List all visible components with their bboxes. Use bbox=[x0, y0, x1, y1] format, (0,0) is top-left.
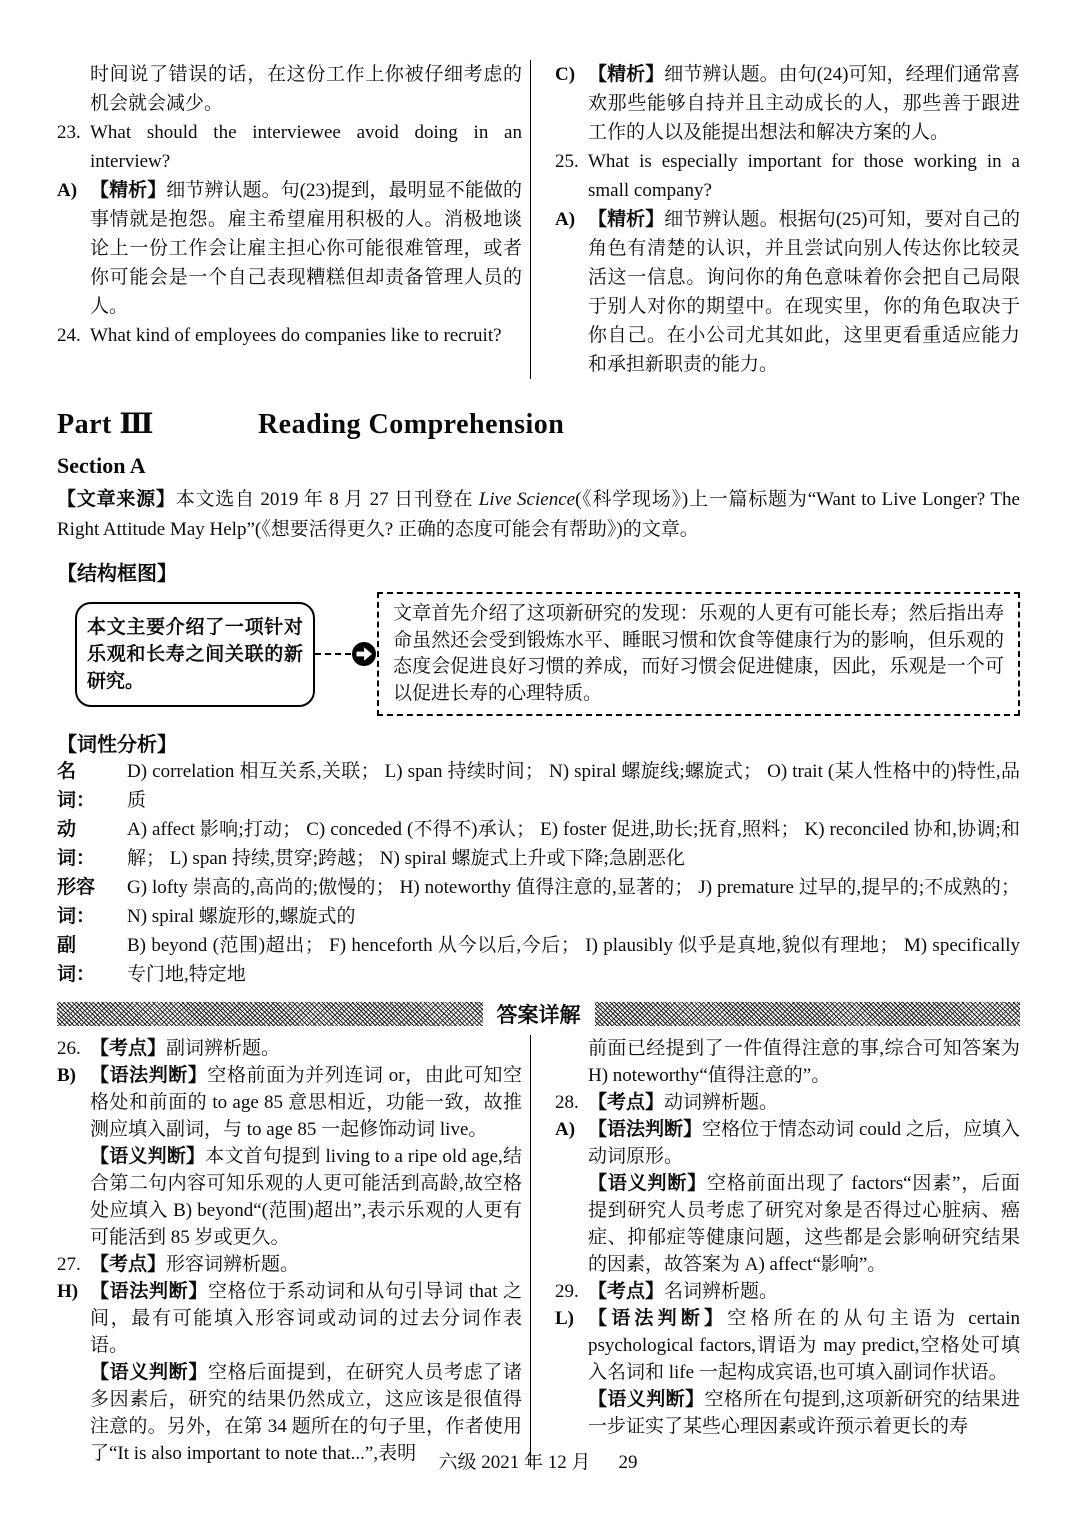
footer-page-number: 29 bbox=[618, 1452, 638, 1473]
item-text: 【语义判断】空格前面出现了 factors“因素”，后面提到研究人员考虑了研究对象是否得过心脏病、癌症、抑郁症等健康问题，这些都是会影响研究结果的因素，故答案为 A) affect“影响”。 bbox=[588, 1173, 1020, 1275]
item-label: B) bbox=[57, 1065, 76, 1086]
item-label: 24. bbox=[57, 325, 81, 346]
answer-item bbox=[57, 1251, 522, 1278]
answers-divider bbox=[57, 999, 1020, 1029]
item-label: A) bbox=[57, 180, 78, 201]
item-text: 【语法判断】空格位于系动词和从句引导词 that 之间，最有可能填入形容词或动词的过去分词作表语。 bbox=[90, 1281, 522, 1356]
item-label bbox=[555, 1170, 588, 1278]
item-text: 【考点】形容词辨析题。 bbox=[90, 1254, 300, 1275]
answer-item bbox=[57, 1278, 522, 1359]
answers-left-column bbox=[57, 1035, 530, 1467]
analysis-marker: 【语法判断】 bbox=[588, 1308, 728, 1329]
analysis-marker: 【精析】 bbox=[90, 180, 167, 201]
list-item bbox=[555, 60, 1020, 147]
pos-entry bbox=[57, 873, 1020, 931]
analysis-marker: 【精析】 bbox=[588, 64, 665, 85]
answers-divider-title: 答案详解 bbox=[496, 1003, 581, 1027]
part-header bbox=[57, 407, 1020, 441]
hatch-pattern-left bbox=[57, 1002, 483, 1026]
item-label: 29. bbox=[555, 1281, 579, 1302]
item-text: 【考点】动词辨析题。 bbox=[588, 1092, 779, 1113]
page-footer bbox=[0, 1447, 1076, 1474]
analysis-marker: 【考点】 bbox=[588, 1092, 665, 1113]
item-text: 【语法判断】空格所在的从句主语为 certain psychological factors,谓语为 may predict,空格处可填入名词和 life 一起构成宾语,也可填入副词作状语。 bbox=[588, 1308, 1020, 1383]
analysis-marker: 【语义判断】 bbox=[90, 1362, 208, 1383]
item-text: 【精析】细节辨认题。句(23)提到，最明显不能做的事情就是抱怨。雇主希望雇用积极的人。消极地谈论上一份工作会让雇主担心你可能很难管理，或者你可能会是一个自己表现糟糕但却责备管理人员的人。 bbox=[90, 180, 522, 317]
diagram-connector bbox=[315, 641, 377, 667]
item-text: 【语法判断】空格位于情态动词 could 之后，应填入动词原形。 bbox=[588, 1119, 1020, 1167]
answer-item bbox=[57, 1062, 522, 1143]
pos-analysis-heading: 【词性分析】 bbox=[57, 734, 177, 756]
pos-text: B) beyond (范围)超出； F) henceforth 从今以后,今后； I) plausibly 似乎是真地,貌似有理地； M) specifically 专门地,特定地 bbox=[127, 935, 1020, 985]
pos-text: A) affect 影响;打动； C) conceded (不得不)承认； E) foster 促进,助长;抚育,照料； K) reconciled 协和,协调;和解； L) span 持续,贯穿;跨越； N) spiral 螺旋式上升或下降;急剧恶化 bbox=[127, 819, 1020, 869]
answer-item bbox=[555, 1278, 1020, 1305]
analysis-marker: 【考点】 bbox=[588, 1281, 665, 1302]
item-text: 【语法判断】空格前面为并列连词 or，由此可知空格处和前面的 to age 85 意思相近，功能一致，故推测应填入副词，与 to age 85 一起修饰动词 live。 bbox=[90, 1065, 522, 1140]
analysis-marker: 【语法判断】 bbox=[90, 1281, 208, 1302]
answer-item bbox=[555, 1035, 1020, 1089]
pos-label: 副 词： bbox=[57, 935, 96, 985]
pos-entry bbox=[57, 815, 1020, 873]
answer-item bbox=[555, 1116, 1020, 1170]
item-label: C) bbox=[555, 64, 576, 85]
analysis-marker: 【考点】 bbox=[90, 1038, 167, 1059]
answers-right-column bbox=[530, 1035, 1020, 1467]
top-right-column bbox=[530, 60, 1020, 379]
item-label: L) bbox=[555, 1308, 574, 1329]
diagram-summary-box: 本文主要介绍了一项针对乐观和长寿之间关联的新研究。 bbox=[75, 602, 315, 707]
item-label: A) bbox=[555, 209, 576, 230]
item-text: 【语义判断】本文首句提到 living to a ripe old age,结合第二句内容可知乐观的人更可能活到高龄,故空格处应填入 B) beyond“(范围)超出”,表示乐观的人更有可能活到 85 岁或更久。 bbox=[90, 1146, 522, 1248]
pos-label: 动 词： bbox=[57, 819, 96, 869]
list-item bbox=[57, 118, 522, 176]
structure-diagram-heading: 【结构框图】 bbox=[57, 563, 177, 585]
list-item bbox=[555, 205, 1020, 379]
dashed-line bbox=[315, 653, 351, 655]
answers-section bbox=[57, 1035, 1020, 1467]
item-label: 27. bbox=[57, 1254, 81, 1275]
pos-entry bbox=[57, 931, 1020, 989]
item-text: 前面已经提到了一件值得注意的事,综合可知答案为 H) noteworthy“值得注意的”。 bbox=[588, 1038, 1020, 1086]
pos-entry bbox=[57, 757, 1020, 815]
item-label: 23. bbox=[57, 122, 81, 143]
answer-item bbox=[555, 1170, 1020, 1278]
analysis-marker: 【语义判断】 bbox=[588, 1389, 705, 1410]
item-text: What should the interviewee avoid doing in an interview? bbox=[90, 122, 522, 172]
item-text: 【考点】名词辨析题。 bbox=[588, 1281, 779, 1302]
top-left-column bbox=[57, 60, 530, 379]
pos-label: 形容词： bbox=[57, 877, 96, 927]
item-text: 【语义判断】空格后面提到，在研究人员考虑了诸多因素后，研究的结果仍然成立，这应该是很值得注意的。另外，在第 34 题所在的句子里，作者使用了“It is also important to note that...”,表明 bbox=[90, 1362, 522, 1464]
diagram-detail-box: 文章首先介绍了这项新研究的发现：乐观的人更有可能长寿；然后指出寿命虽然还会受到锻炼水平、睡眠习惯和饮食等健康行为的影响，但乐观的态度会促进良好习惯的养成，而好习惯会促进健康，因此，乐观是一个可以促进长寿的心理特质。 bbox=[377, 592, 1020, 716]
item-label: H) bbox=[57, 1281, 79, 1302]
list-item bbox=[57, 321, 522, 350]
analysis-marker: 【考点】 bbox=[90, 1254, 167, 1275]
pos-text: G) lofty 崇高的,高尚的;傲慢的； H) noteworthy 值得注意的,显著的； J) premature 过早的,提早的;不成熟的； N) spiral 螺旋形的,螺旋式的 bbox=[127, 877, 1020, 927]
part-number: Part Ⅲ bbox=[57, 409, 154, 440]
footer-edition: 六级 2021 年 12 月 bbox=[438, 1452, 591, 1473]
item-label: A) bbox=[555, 1119, 576, 1140]
item-label: 26. bbox=[57, 1038, 81, 1059]
analysis-marker: 【语法判断】 bbox=[588, 1119, 703, 1140]
item-label bbox=[57, 1143, 90, 1251]
structure-diagram bbox=[57, 592, 1020, 716]
item-label bbox=[555, 1386, 588, 1440]
answer-item bbox=[555, 1089, 1020, 1116]
item-label: 28. bbox=[555, 1092, 579, 1113]
item-text: What kind of employees do companies like to recruit? bbox=[90, 325, 502, 346]
pos-label: 名 词： bbox=[57, 761, 96, 811]
analysis-marker: 【语义判断】 bbox=[588, 1173, 708, 1194]
item-text: 【语义判断】空格所在句提到,这项新研究的结果进一步证实了某些心理因素或许预示着更长的寿 bbox=[588, 1389, 1020, 1437]
analysis-marker: 【语义判断】 bbox=[90, 1146, 206, 1167]
item-label bbox=[57, 60, 90, 118]
arrow-circle-icon bbox=[351, 641, 377, 667]
answer-item bbox=[555, 1305, 1020, 1386]
answer-item bbox=[555, 1386, 1020, 1440]
item-text: 【精析】细节辨认题。根据句(25)可知，要对自己的角色有清楚的认识，并且尝试向别人传达你比较灵活这一信息。询问你的角色意味着你会把自己局限于别人对你的期望中。在现实里，你的角色取决于你自己。在小公司尤其如此，这里更看重适应能力和承担新职责的能力。 bbox=[588, 209, 1020, 375]
part-title: Reading Comprehension bbox=[257, 409, 565, 440]
source-paragraph: 【文章来源】本文选自 2019 年 8 月 27 日刊登在 Live Science(《科学现场》)上一篇标题为“Want to Live Longer? The Right Attitude May Help”(《想要活得更久? 正确的态度可能会有帮助》)的文章。 bbox=[57, 489, 1020, 540]
hatch-pattern-right bbox=[595, 1002, 1021, 1026]
item-text: 【精析】细节辨认题。由句(24)可知，经理们通常喜欢那些能够自持并且主动成长的人，那些善于跟进工作的人以及能提出想法和解决方案的人。 bbox=[588, 64, 1020, 143]
item-label bbox=[555, 1035, 588, 1089]
list-item bbox=[57, 60, 522, 118]
item-text: 【考点】副词辨析题。 bbox=[90, 1038, 281, 1059]
pos-text: D) correlation 相互关系,关联； L) span 持续时间； N) spiral 螺旋线;螺旋式； O) trait (某人性格中的)特性,品质 bbox=[127, 761, 1020, 811]
analysis-marker: 【语法判断】 bbox=[90, 1065, 208, 1086]
answer-item bbox=[57, 1035, 522, 1062]
item-text: 时间说了错误的话，在这份工作上你被仔细考虑的机会就会减少。 bbox=[90, 64, 522, 114]
section-header: Section A bbox=[57, 453, 146, 478]
source-marker: 【文章来源】 bbox=[57, 489, 176, 510]
list-item bbox=[555, 147, 1020, 205]
analysis-marker: 【精析】 bbox=[588, 209, 665, 230]
item-text: What is especially important for those working in a small company? bbox=[588, 151, 1020, 201]
item-label: 25. bbox=[555, 151, 579, 172]
journal-name: Live Science bbox=[478, 489, 576, 510]
list-item bbox=[57, 176, 522, 321]
answer-item bbox=[57, 1143, 522, 1251]
top-answers-section bbox=[57, 60, 1020, 379]
